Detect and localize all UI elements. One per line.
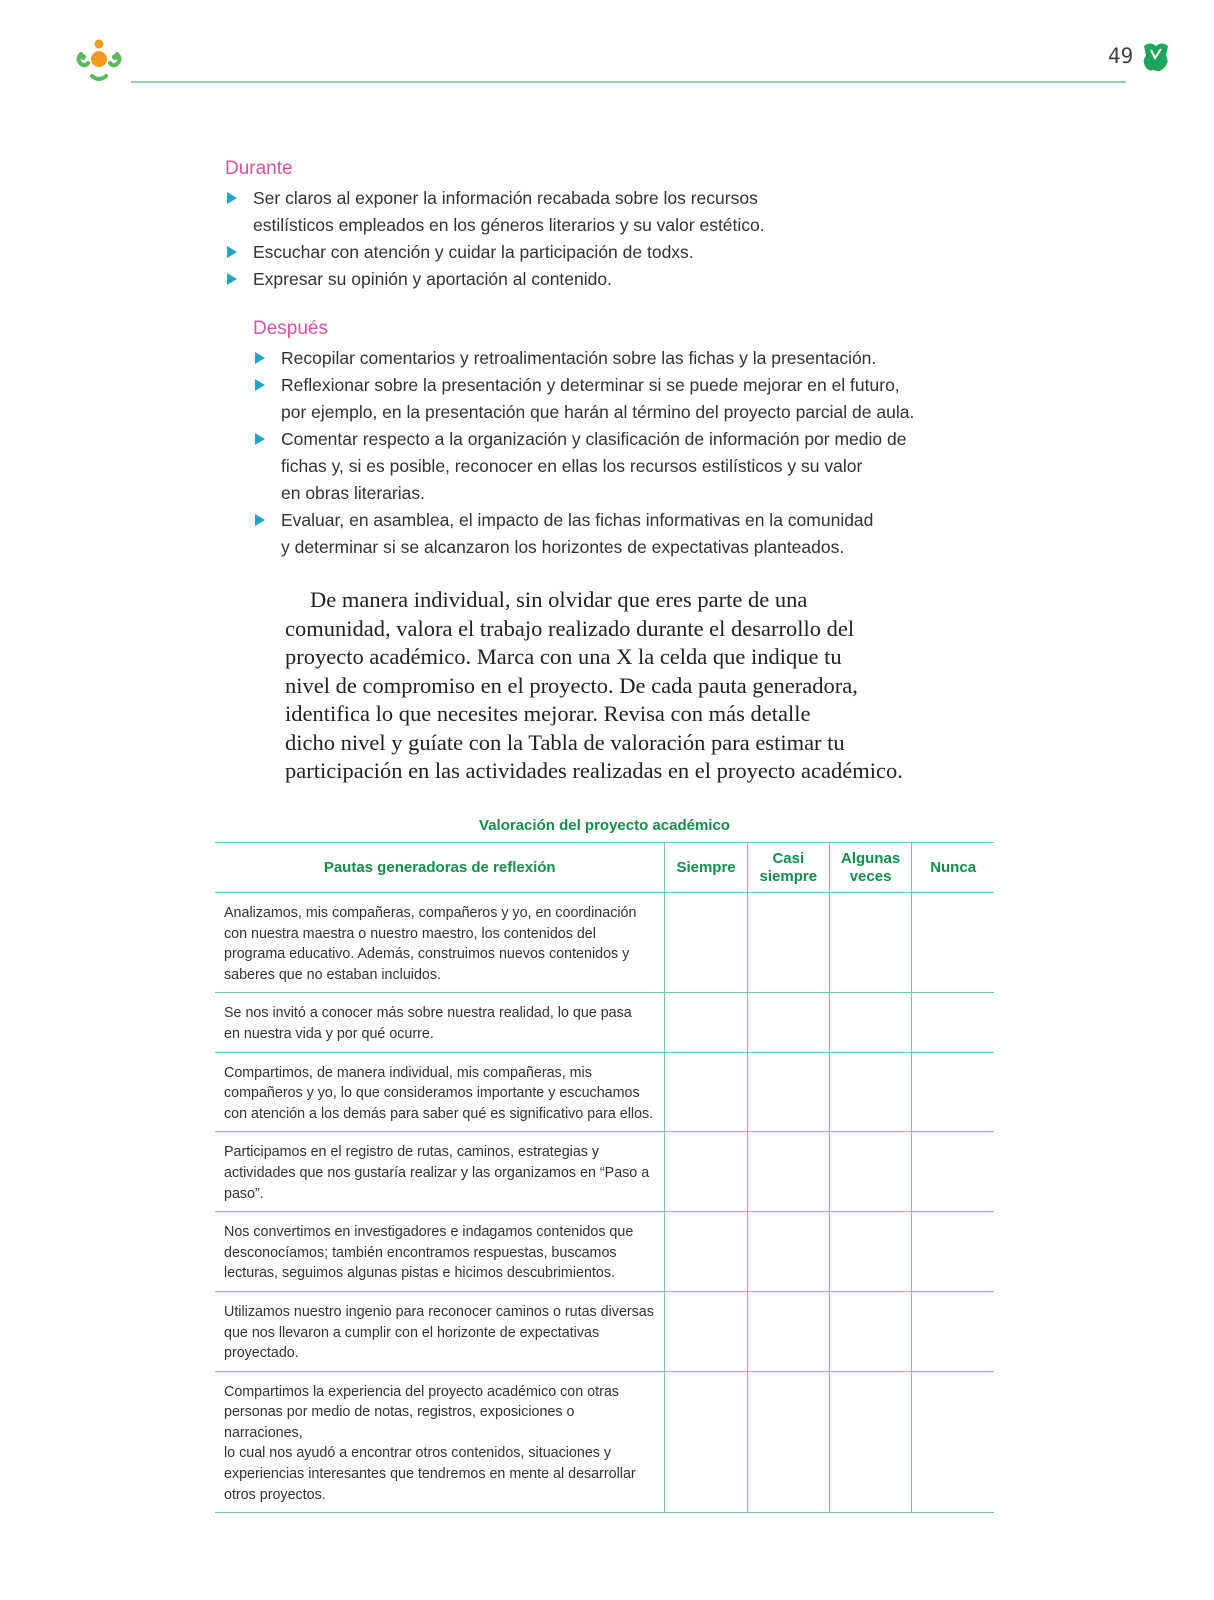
evaluation-table <box>215 842 994 1513</box>
mark-cell[interactable] <box>665 993 747 1052</box>
table-header-row <box>215 843 994 893</box>
mark-cell[interactable] <box>665 1212 747 1292</box>
text-line: Participamos en el registro de rutas, caminos, estrategias y <box>224 1144 600 1161</box>
section-title: Durante <box>225 158 293 179</box>
list-item <box>225 266 945 293</box>
mark-cell[interactable] <box>829 1371 911 1513</box>
text-line: desconocíamos; también encontramos respuestas, buscamos <box>224 1244 617 1261</box>
triangle-bullet-icon <box>255 514 265 526</box>
pauta-cell <box>215 1212 665 1292</box>
pauta-cell <box>215 1052 665 1132</box>
text-line: estilísticos empleados en los géneros literarios y su valor estético. <box>253 215 765 235</box>
text-line: Analizamos, mis compañeras, compañeros y yo, en coordinación <box>224 905 637 921</box>
text-line: De manera individual, sin olvidar que eres parte de una <box>310 587 808 612</box>
section-title: Después <box>253 318 328 339</box>
text-line: Algunas <box>840 849 901 867</box>
pauta-cell <box>215 1132 665 1212</box>
table-row <box>215 1052 994 1132</box>
pauta-cell <box>215 1371 665 1513</box>
text-line: identifica lo que necesites mejorar. Revisa con más detalle <box>285 701 811 726</box>
text-line: Compartimos la experiencia del proyecto académico con otras <box>224 1383 619 1400</box>
mark-cell[interactable] <box>747 1371 829 1513</box>
text-line: veces <box>849 867 892 885</box>
text-line: Ser claros al exponer la información recabada sobre los recursos <box>253 188 758 208</box>
section-durante <box>225 157 945 293</box>
mark-cell[interactable] <box>829 1132 911 1212</box>
mark-cell[interactable] <box>829 1291 911 1371</box>
page-number: 49 <box>1108 44 1134 68</box>
text-line: comunidad, valora el trabajo realizado durante el desarrollo del <box>285 615 855 641</box>
table-row <box>215 1132 994 1212</box>
text-line: proyecto académico. Marca con una X la celda que indique tu <box>285 644 842 669</box>
column-header-level <box>747 843 829 893</box>
header-divider <box>131 81 1126 83</box>
table-row <box>215 1371 994 1513</box>
text-line: Compartimos, de manera individual, mis compañeras, mis <box>224 1064 592 1081</box>
list-item <box>225 239 945 266</box>
text-line: por ejemplo, en la presentación que harán al término del proyecto parcial de aula. <box>281 402 915 422</box>
text-line: proyectado. <box>224 1345 299 1362</box>
mark-cell[interactable] <box>665 1291 747 1371</box>
text-line: Expresar su opinión y aportación al contenido. <box>253 269 612 289</box>
text-line: que nos llevaron a cumplir con el horizonte de expectativas <box>224 1324 600 1341</box>
table-row <box>215 1291 994 1371</box>
text-line: Casi <box>772 849 805 867</box>
triangle-bullet-icon <box>227 273 237 285</box>
mark-cell[interactable] <box>912 1212 994 1292</box>
text-line: Escuchar con atención y cuidar la participación de todxs. <box>253 242 694 262</box>
text-line: Nunca <box>930 858 977 876</box>
text-line: Recopilar comentarios y retroalimentación sobre las fichas y la presentación. <box>281 348 877 368</box>
text-line: actividades que nos gustaría realizar y las organizamos en “Paso a <box>224 1164 650 1181</box>
list-item <box>253 345 973 372</box>
text-line: en nuestra vida y por qué ocurre. <box>224 1025 434 1042</box>
mark-cell[interactable] <box>747 1052 829 1132</box>
mark-cell[interactable] <box>829 893 911 993</box>
triangle-bullet-icon <box>227 246 237 258</box>
text-line: con atención a los demás para saber qué es significativo para ellos. <box>224 1105 654 1122</box>
text-line: participación en las actividades realizadas en el proyecto académico. <box>285 758 903 783</box>
section-despues <box>253 317 973 561</box>
column-header-level <box>912 843 994 893</box>
table-row <box>215 1212 994 1292</box>
mark-cell[interactable] <box>747 1132 829 1212</box>
mark-cell[interactable] <box>912 1052 994 1132</box>
column-header-level <box>829 843 911 893</box>
text-line: lo cual nos ayudó a encontrar otros contenidos, situaciones y <box>224 1445 612 1462</box>
text-line: experiencias interesantes que tendremos en mente al desarrollar <box>224 1466 636 1483</box>
mark-cell[interactable] <box>912 1132 994 1212</box>
text-line: paso”. <box>224 1185 264 1202</box>
pauta-cell <box>215 1291 665 1371</box>
text-line: Comentar respecto a la organización y clasificación de información por medio de <box>281 429 907 449</box>
text-line: Se nos invitó a conocer más sobre nuestra realidad, lo que pasa <box>224 1005 632 1022</box>
text-line: fichas y, si es posible, reconocer en ellas los recursos estilísticos y su valor <box>281 456 863 476</box>
mark-cell[interactable] <box>912 1291 994 1371</box>
text-line: Pautas generadoras de reflexión <box>323 858 556 876</box>
text-line: compañeros y yo, lo que consideramos importante y escuchamos <box>224 1085 640 1102</box>
text-line: nivel de compromiso en el proyecto. De cada pauta generadora, <box>285 672 858 698</box>
list-item <box>253 426 973 507</box>
mark-cell[interactable] <box>665 1371 747 1513</box>
text-line: siempre <box>759 867 818 885</box>
text-line: otros proyectos. <box>224 1486 326 1503</box>
mark-cell[interactable] <box>665 893 747 993</box>
bullet-list <box>253 345 973 561</box>
mark-cell[interactable] <box>829 1052 911 1132</box>
text-line: programa educativo. Además, construimos nuevos contenidos y <box>224 946 630 963</box>
text-line: personas por medio de notas, registros, exposiciones o narraciones, <box>224 1404 575 1441</box>
mark-cell[interactable] <box>912 1371 994 1513</box>
text-line: lecturas, seguimos algunas pistas e hicimos descubrimientos. <box>224 1265 615 1282</box>
mark-cell[interactable] <box>747 1212 829 1292</box>
instructions-paragraph <box>285 586 935 786</box>
text-line: Reflexionar sobre la presentación y determinar si se puede mejorar en el futuro, <box>281 375 900 395</box>
text-line: Utilizamos nuestro ingenio para reconocer caminos o rutas diversas <box>224 1303 654 1320</box>
pauta-cell <box>215 993 665 1052</box>
text-line: con nuestra maestra o nuestro maestro, los contenidos del <box>224 925 596 942</box>
green-badge-icon <box>1141 40 1171 74</box>
text-line: Evaluar, en asamblea, el impacto de las fichas informativas en la comunidad <box>281 510 874 530</box>
text-line: dicho nivel y guíate con la Tabla de valoración para estimar tu <box>285 729 845 755</box>
list-item <box>253 507 973 561</box>
table-row <box>215 993 994 1052</box>
table-row <box>215 893 994 993</box>
text-line: en obras literarias. <box>281 483 425 503</box>
mark-cell[interactable] <box>747 993 829 1052</box>
mark-cell[interactable] <box>747 893 829 993</box>
triangle-bullet-icon <box>255 379 265 391</box>
list-item <box>225 185 945 239</box>
mark-cell[interactable] <box>829 993 911 1052</box>
pauta-cell <box>215 893 665 993</box>
mark-cell[interactable] <box>912 893 994 993</box>
triangle-bullet-icon <box>227 192 237 204</box>
text-line: Nos convertimos en investigadores e indagamos contenidos que <box>224 1224 634 1241</box>
mark-cell[interactable] <box>829 1212 911 1292</box>
list-item <box>253 372 973 426</box>
column-header-level <box>665 843 747 893</box>
bullet-list <box>225 185 945 293</box>
table-caption: Valoración del proyecto académico <box>479 817 730 834</box>
mark-cell[interactable] <box>665 1132 747 1212</box>
column-header-pautas <box>215 843 665 893</box>
mark-cell[interactable] <box>912 993 994 1052</box>
triangle-bullet-icon <box>255 352 265 364</box>
text-line: saberes que no estaban incluidos. <box>224 966 441 983</box>
mark-cell[interactable] <box>665 1052 747 1132</box>
flower-logo-icon <box>72 32 126 86</box>
triangle-bullet-icon <box>255 433 265 445</box>
text-line: Siempre <box>676 858 736 876</box>
mark-cell[interactable] <box>747 1291 829 1371</box>
text-line: y determinar si se alcanzaron los horizontes de expectativas planteados. <box>281 537 845 557</box>
